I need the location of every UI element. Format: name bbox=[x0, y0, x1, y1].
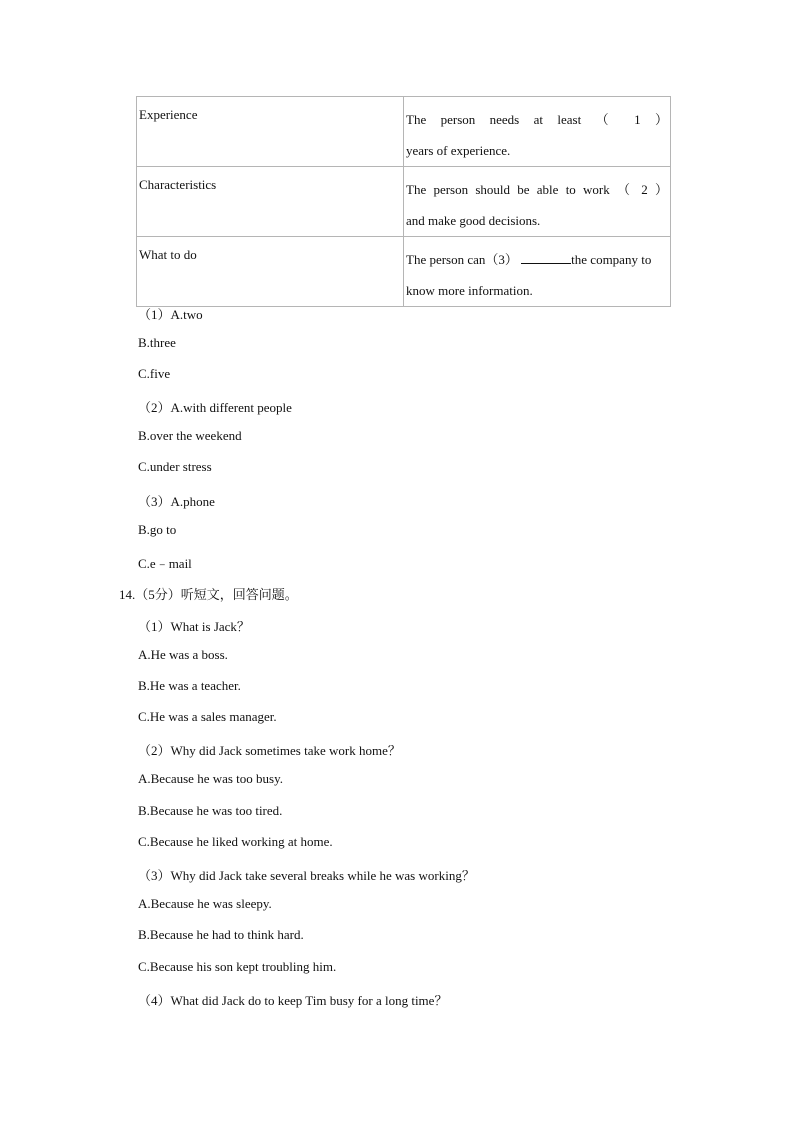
row-content-line: years of experience. bbox=[406, 143, 511, 158]
option-line: B.He was a teacher. bbox=[138, 678, 241, 693]
option-line: C.under stress bbox=[138, 459, 212, 474]
question-header: 14.（5分）听短文，回答问题。 bbox=[119, 587, 298, 602]
option-line: （4）What did Jack do to keep Tim busy for a long time？ bbox=[138, 993, 448, 1008]
row-content-text: The person can（3） bbox=[406, 252, 518, 267]
option-line: A.He was a boss. bbox=[138, 647, 228, 662]
option-line: （3）Why did Jack take several breaks while he was working？ bbox=[138, 868, 475, 883]
table-row bbox=[137, 237, 671, 307]
row-label: What to do bbox=[137, 237, 404, 307]
table-row bbox=[137, 167, 671, 237]
option-line: C.five bbox=[138, 366, 171, 381]
option-line: A.Because he was too busy. bbox=[138, 771, 284, 786]
option-line: A.Because he was sleepy. bbox=[138, 896, 272, 911]
option-line: C.e﹣mail bbox=[138, 556, 192, 571]
option-line: C.He was a sales manager. bbox=[138, 709, 277, 724]
option-line: （1）What is Jack？ bbox=[138, 619, 250, 634]
answer-blank bbox=[521, 251, 571, 264]
option-line: B.three bbox=[138, 335, 176, 350]
row-content-line bbox=[406, 244, 668, 275]
row-content-text: the company to bbox=[571, 252, 652, 267]
option-line: B.Because he was too tired. bbox=[138, 803, 283, 818]
row-content bbox=[404, 237, 671, 307]
option-line: B.over the weekend bbox=[138, 428, 242, 443]
row-content-line: The person should be able to work （ 2 ） bbox=[406, 182, 668, 197]
option-line: （2）A.with different people bbox=[138, 400, 292, 415]
row-content bbox=[404, 97, 671, 167]
row-label: Experience bbox=[137, 97, 404, 167]
option-line: C.Because he liked working at home. bbox=[138, 834, 333, 849]
row-content bbox=[404, 167, 671, 237]
table-row bbox=[137, 97, 671, 167]
row-content-line: know more information. bbox=[406, 283, 533, 298]
row-content-line: The person needs at least （ 1 ） bbox=[406, 112, 668, 127]
option-line: B.Because he had to think hard. bbox=[138, 927, 304, 942]
option-line: B.go to bbox=[138, 522, 177, 537]
row-label: Characteristics bbox=[137, 167, 404, 237]
option-line: C.Because his son kept troubling him. bbox=[138, 959, 337, 974]
row-content-line: and make good decisions. bbox=[406, 213, 541, 228]
option-line: （2）Why did Jack sometimes take work home？ bbox=[138, 743, 401, 758]
option-line: （1）A.two bbox=[138, 307, 203, 322]
info-table bbox=[136, 96, 671, 307]
option-line: （3）A.phone bbox=[138, 494, 215, 509]
